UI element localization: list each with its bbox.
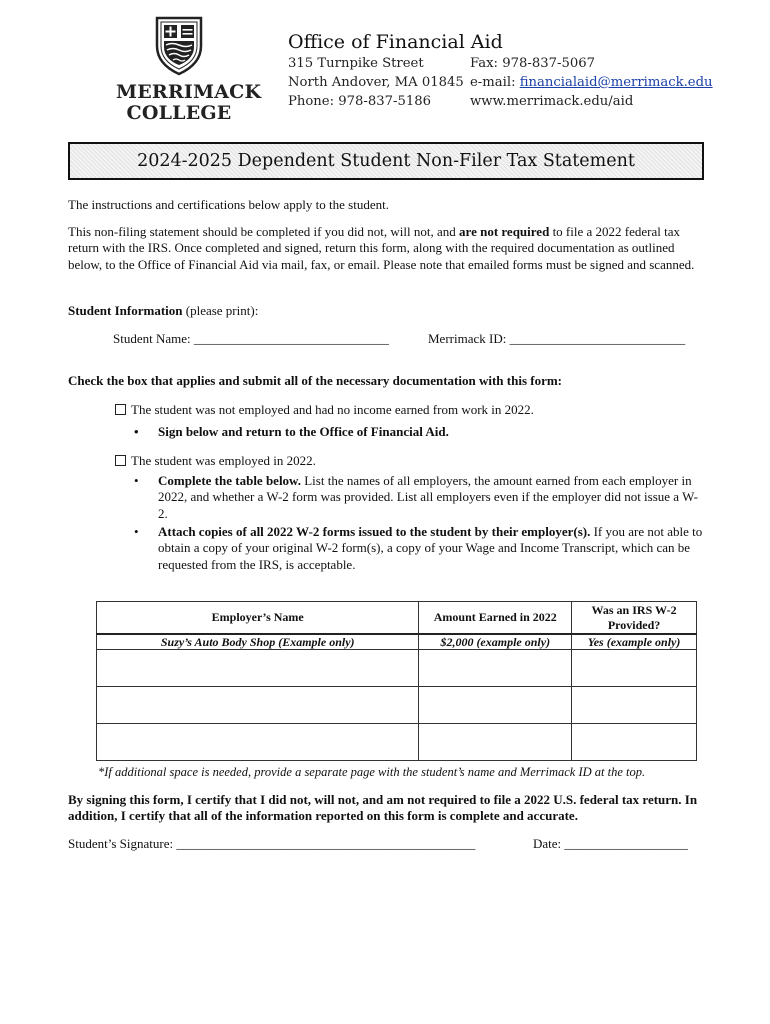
email-line: [470, 74, 713, 93]
header-amount-earned: Amount Earned in 2022: [419, 602, 572, 635]
table-row: [97, 724, 697, 761]
option-2-bullet-1-bold: Complete the table below.: [158, 473, 301, 488]
bullet-icon: •: [134, 473, 139, 488]
student-info-title: Student Information: [68, 303, 183, 318]
employer-table: [96, 601, 697, 761]
employer-name-cell[interactable]: [97, 724, 419, 761]
bullet-icon: •: [134, 524, 139, 539]
employer-name-cell[interactable]: [97, 650, 419, 687]
amount-cell[interactable]: [419, 687, 572, 724]
email-label: e-mail:: [470, 75, 520, 90]
intro-paragraph: [68, 224, 708, 273]
table-note: *If additional space is needed, provide a separate page with the student’s name and Merrimack ID at the top.: [98, 765, 646, 779]
form-title-box: [68, 142, 704, 180]
example-amount: $2,000 (example only): [419, 634, 572, 650]
email-link[interactable]: financialaid@merrimack.edu: [519, 75, 713, 90]
phone-number: Phone: 978-837-5186: [288, 94, 432, 109]
website-link[interactable]: www.merrimack.edu/aid: [470, 94, 634, 109]
header-w2-provided: Was an IRS W-2 Provided?: [572, 602, 697, 635]
date-field[interactable]: Date: ___________________: [533, 836, 688, 851]
table-row: [97, 650, 697, 687]
intro-text-2: to file a 2022 federal tax return with the IRS. Once completed and signed, return this form, along with the required documentation as outlined below, to the Office of Financial Aid via mail, fax, or email. Please note that emailed forms must be signed and scanned.: [68, 224, 695, 272]
bullet-icon: •: [134, 424, 139, 439]
intro-line: The instructions and certifications below apply to the student.: [68, 197, 389, 212]
option-not-employed-label: The student was not employed and had no income earned from work in 2022.: [131, 402, 534, 417]
w2-cell[interactable]: [572, 724, 697, 761]
table-example-row: [97, 634, 697, 650]
student-name-field[interactable]: Student Name: ______________________________: [113, 331, 389, 346]
option-2-bullet-1: [134, 473, 704, 522]
w2-cell[interactable]: [572, 650, 697, 687]
option-2-bullet-2-text: If you are not able to obtain a copy of your original W-2 form(s), a copy of your Wage and Income Transcript, which can be requested from the IRS, is acceptable.: [158, 524, 703, 572]
checkbox-employed[interactable]: [115, 455, 126, 466]
option-employed[interactable]: [115, 453, 316, 469]
amount-cell[interactable]: [419, 724, 572, 761]
amount-cell[interactable]: [419, 650, 572, 687]
example-employer: Suzy’s Auto Body Shop (Example only): [97, 634, 419, 650]
logo-line-2: COLLEGE: [126, 102, 232, 124]
address-line-2: North Andover, MA 01845: [288, 75, 464, 90]
form-title: 2024-2025 Dependent Student Non-Filer Tax Statement: [137, 151, 635, 171]
table-row: [97, 687, 697, 724]
option-2-bullet-2-bold: Attach copies of all 2022 W-2 forms issued to the student by their employer(s).: [158, 524, 591, 539]
w2-cell[interactable]: [572, 687, 697, 724]
option-not-employed[interactable]: [115, 402, 534, 418]
table-header-row: [97, 602, 697, 635]
option-2-bullet-2: [134, 524, 704, 573]
employer-name-cell[interactable]: [97, 687, 419, 724]
college-shield-icon: [154, 16, 204, 76]
office-title: Office of Financial Aid: [288, 31, 503, 53]
fax-number: Fax: 978-837-5067: [470, 56, 596, 71]
certification-text: By signing this form, I certify that I did not, will not, and am not required to file a 2022 U.S. federal tax return. In addition, I certify that all of the information reported on this form is complete and accurate.: [68, 792, 698, 824]
option-employed-label: The student was employed in 2022.: [131, 453, 316, 468]
logo-line-1: MERRIMACK: [116, 81, 262, 103]
intro-bold: are not required: [459, 224, 550, 239]
intro-text-1: This non-filing statement should be completed if you did not, will not, and: [68, 224, 460, 239]
option-1-bullet-text: Sign below and return to the Office of Financial Aid.: [158, 424, 449, 439]
example-w2: Yes (example only): [572, 634, 697, 650]
student-info-heading: [68, 303, 258, 319]
option-1-bullet: [134, 424, 698, 440]
header-employer-name: Employer’s Name: [97, 602, 419, 635]
address-line-1: 315 Turnpike Street: [288, 56, 424, 71]
checkbox-not-employed[interactable]: [115, 404, 126, 415]
merrimack-id-field[interactable]: Merrimack ID: ___________________________: [428, 331, 686, 346]
student-info-note: (please print):: [182, 303, 259, 318]
option-2-bullet-1-text: List the names of all employers, the amount earned from each employer in 2022, and whether a W-2 form was provided. List all employers even if the employer did not issue a W-2.: [158, 473, 698, 521]
signature-field[interactable]: Student’s Signature: ______________________________________________: [68, 836, 476, 851]
college-logo: [116, 14, 262, 124]
check-section-heading: Check the box that applies and submit all of the necessary documentation with this form:: [68, 373, 563, 388]
